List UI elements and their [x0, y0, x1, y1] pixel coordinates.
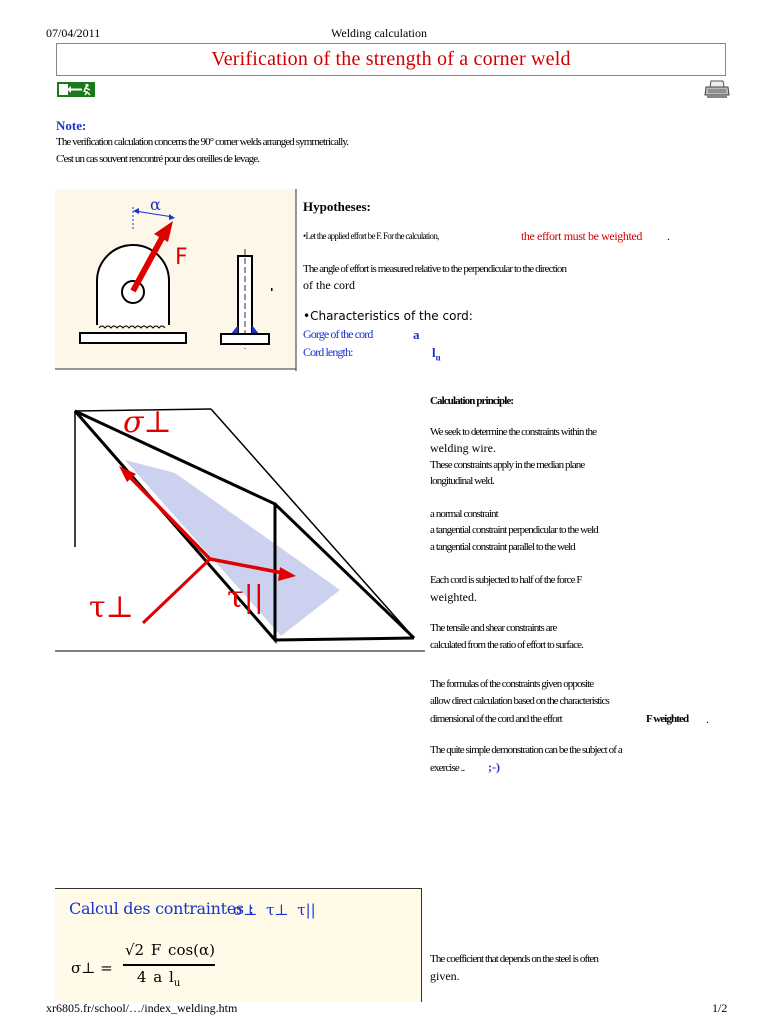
principle-heading: Calculation principle:: [430, 395, 514, 407]
principle-p1b: welding wire.: [430, 441, 496, 455]
weld-prism-figure: [55, 392, 425, 654]
coefficient-line-2: given.: [430, 969, 460, 983]
principle-d1: The quite simple demonstration can be the subject of a: [430, 744, 622, 756]
note-label: Note:: [56, 118, 87, 133]
principle-e1: Each cord is subjected to half of the force F: [430, 574, 582, 586]
page-title: Verification of the strength of a corner weld: [56, 43, 726, 76]
sigma-perp-label: σ⊥: [123, 405, 172, 440]
principle-p1c: These constraints apply in the median plane: [430, 459, 585, 471]
cord-length-symbol: $l_u$: [432, 345, 441, 363]
formula-box: [55, 888, 422, 1002]
f-weighted: F weighted: [646, 713, 689, 725]
principle-f2: allow direct calculation based on the characteristics: [430, 695, 609, 707]
footer-url: xr6805.fr/school/…/index_welding.htm: [46, 1001, 238, 1015]
cord-characteristics: •Characteristics of the cord:: [303, 309, 473, 323]
principle-d2: exercise ..: [430, 762, 465, 774]
principle-p1d: longitudinal weld.: [430, 475, 494, 487]
footer-page: 1/2: [712, 1001, 728, 1015]
constraint-tangential-parallel: a tangential constraint parallel to the weld: [430, 541, 575, 553]
formula-numerator: √2 F cos(α): [125, 941, 216, 959]
hypotheses-angle-1: The angle of effort is measured relative to the perpendicular to the direction: [303, 263, 567, 275]
lug-figure: [55, 189, 299, 371]
fraction-bar: [123, 964, 215, 966]
hypotheses-angle-2: of the cord: [303, 278, 355, 292]
principle-p1a: We seek to determine the constraints within the: [430, 426, 597, 438]
cord-length-label: Cord length:: [303, 345, 353, 359]
print-date: 07/04/2011: [46, 26, 101, 40]
hypotheses-heading: Hypotheses:: [303, 199, 371, 214]
principle-t2: calculated from the ratio of effort to surface.: [430, 639, 583, 651]
note-line-2: C'est un cas souvent rencontré pour des oreilles de levage.: [56, 153, 260, 165]
printer-icon[interactable]: [704, 80, 730, 100]
formula-symbols: σ⊥ τ⊥ τ||: [233, 901, 316, 919]
note-line-1: The verification calculation concerns the 90° corner welds arranged symmetrically.: [56, 136, 349, 148]
principle-f1: The formulas of the constraints given opposite: [430, 678, 594, 690]
hypotheses-line-1-end: .: [667, 229, 670, 243]
alpha-label: α: [150, 195, 161, 214]
constraint-tangential-perp: a tangential constraint perpendicular to the weld: [430, 524, 598, 536]
cord-gorge-symbol: a: [413, 327, 420, 342]
tau-parallel-label: τ||: [227, 580, 264, 615]
principle-f3-end: .: [706, 712, 709, 726]
weighted-warning: the effort must be weighted: [521, 229, 642, 243]
principle-f3: dimensional of the cord and the effort: [430, 713, 562, 725]
principle-t1: The tensile and shear constraints are: [430, 622, 557, 634]
print-title: Welding calculation: [331, 26, 427, 40]
tau-perp-label: τ⊥: [89, 590, 134, 625]
formula-lhs: σ⊥ =: [71, 959, 113, 977]
exit-icon[interactable]: [57, 82, 95, 97]
force-label: F: [175, 245, 188, 270]
formula-denominator: 4 a $l_u$: [137, 968, 181, 989]
principle-e2: weighted.: [430, 590, 477, 604]
cord-gorge-label: Gorge of the cord: [303, 327, 373, 341]
coefficient-line-1: The coefficient that depends on the steel is often: [430, 953, 599, 965]
smiley: ;-): [488, 760, 500, 774]
formula-heading: Calcul des contraintes :: [69, 899, 254, 918]
hypotheses-line-1: •Let the applied effort be F. For the calculation,: [303, 231, 439, 241]
constraint-normal: a normal constraint: [430, 508, 498, 520]
